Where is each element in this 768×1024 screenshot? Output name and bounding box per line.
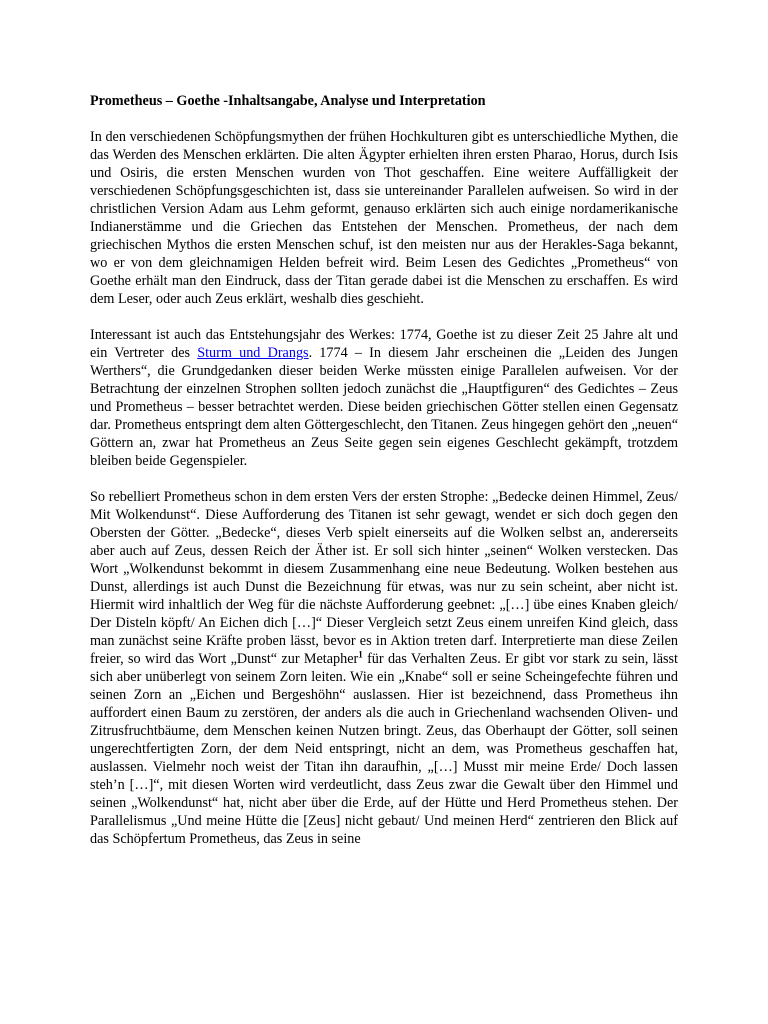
footnote-marker[interactable]: 1 <box>358 649 363 660</box>
paragraph-text: So rebelliert Prometheus schon in dem ersten Vers der ersten Strophe: „Bedecke deinen Himmel, Zeus/ Mit Wolkendunst“. Diese Aufforderung des Titanen ist sehr gewagt, wendet er sich doch gegen den Obersten der Götter. „Bedecke“, dieses Verb spielt einerseits auf die Wolken selbst an, andererseits aber auch auf Zeus, dessen Reich der Äther ist. Er soll sich hinter „seinen“ Wolken verstecken. Das Wort „Wolkendunst bekommt in diesem Zusammenhang eine neue Bedeutung. Wolken bestehen aus Dunst, allerdings ist auch Dunst die Bezeichnung für etwas, was nur zu sein scheint, aber nicht ist. Hiermit wird inhaltlich der Weg für die nächste Aufforderung geebnet: „[…] übe eines Knaben gleich/ Der Disteln köpft/ An Eichen dich […]“ Dieser Vergleich setzt Zeus einem unreifen Kind gleich, dass man zunächst seine Kräfte proben lässt, bevor es in Aktion treten darf. Interpretierte man diese Zeilen freier, so wird das Wort „Dunst“ zur Metapher <box>90 489 678 667</box>
sturm-und-drang-link[interactable]: Sturm und Drangs <box>197 345 309 361</box>
paragraph-entstehungsjahr <box>90 326 678 470</box>
document-title: Prometheus – Goethe -Inhaltsangabe, Analyse und Interpretation <box>90 93 486 109</box>
document-body <box>90 92 678 866</box>
paragraph-text: Interessant ist auch das Entstehungsjahr des Werkes: 1774, Goethe ist zu dieser Zeit 25 Jahre alt und ein Vertreter des <box>90 327 678 361</box>
paragraph-first-strophe <box>90 488 678 848</box>
paragraph-intro: In den verschiedenen Schöpfungsmythen der frühen Hochkulturen gibt es unterschiedliche Mythen, die das Werden des Menschen erklärten. Die alten Ägypter erhielten ihren ersten Pharao, Horus, durch Isis und Osiris, die ersten Menschen wurden von Thot geschaffen. Eine weitere Auffälligkeit der verschiedenen Schöpfungsgeschichten ist, dass sie untereinander Parallelen aufweisen. So wird in der christlichen Version Adam aus Lehm geformt, genauso erklärten sich auch einige nordamerikanische Indianerstämme und die Griechen das Entstehen der Menschen. Prometheus, der nach dem griechischen Mythos die ersten Menschen schuf, ist den meisten nur aus der Herakles-Saga bekannt, wo er von dem gleichnamigen Helden befreit wird. Beim Lesen des Gedichtes „Prometheus“ von Goethe erhält man den Eindruck, dass der Titan gerade dabei ist die Menschen zu erschaffen. Es wird dem Leser, oder auch Zeus erklärt, weshalb dies geschieht. <box>90 129 678 307</box>
paragraph-text: . 1774 – In diesem Jahr erscheinen die „Leiden des Jungen Werthers“, die Grundgedanken dieser beiden Werke müssten einige Parallelen aufweisen. Vor der Betrachtung der einzelnen Strophen sollten jedoch zunächst die „Hauptfiguren“ des Gedichtes – Zeus und Prometheus – besser betrachtet werden. Diese beiden griechischen Götter stellen einen Gegensatz dar. Prometheus entspringt dem alten Göttergeschlecht, den Titanen. Zeus hingegen gehört den „neuen“ Göttern an, zwar hat Prometheus an Zeus Seite gegen sein eigenes Geschlecht gekämpft, trotzdem bleiben beide Gegenspieler. <box>90 345 678 469</box>
paragraph-text: für das Verhalten Zeus. Er gibt vor stark zu sein, lässt sich aber unüberlegt von seinem Zorn leiten. Wie ein „Knabe“ soll er seine Scheingefechte führen und seinen Zorn an „Eichen und Bergeshöhn“ auslassen. Hier ist bezeichnend, dass Prometheus ihn auffordert einen Baum zu zerstören, der anders als die auch in Griechenland wachsenden Oliven- und Zitrusfruchtbäume, dem Menschen keinen Nutzen bringt. Zeus, das Oberhaupt der Götter, soll seinen ungerechtfertigten Zorn, der dem Neid entspringt, nicht an dem, was Prometheus geschaffen hat, auslassen. Vielmehr noch weist der Titan ihn daraufhin, „[…] Musst mir meine Erde/ Doch lassen steh’n […]“, mit diesen Worten wird verdeutlicht, dass Zeus zwar die Gewalt über den Himmel und seinen „Wolkendunst“ hat, nicht aber über die Erde, auf der Hütte und Herd Prometheus stehen. Der Parallelismus „Und meine Hütte die [Zeus] nicht gebaut/ Und meinen Herd“ zentrieren den Blick auf das Schöpfertum Prometheus, das Zeus in seine <box>90 651 678 847</box>
